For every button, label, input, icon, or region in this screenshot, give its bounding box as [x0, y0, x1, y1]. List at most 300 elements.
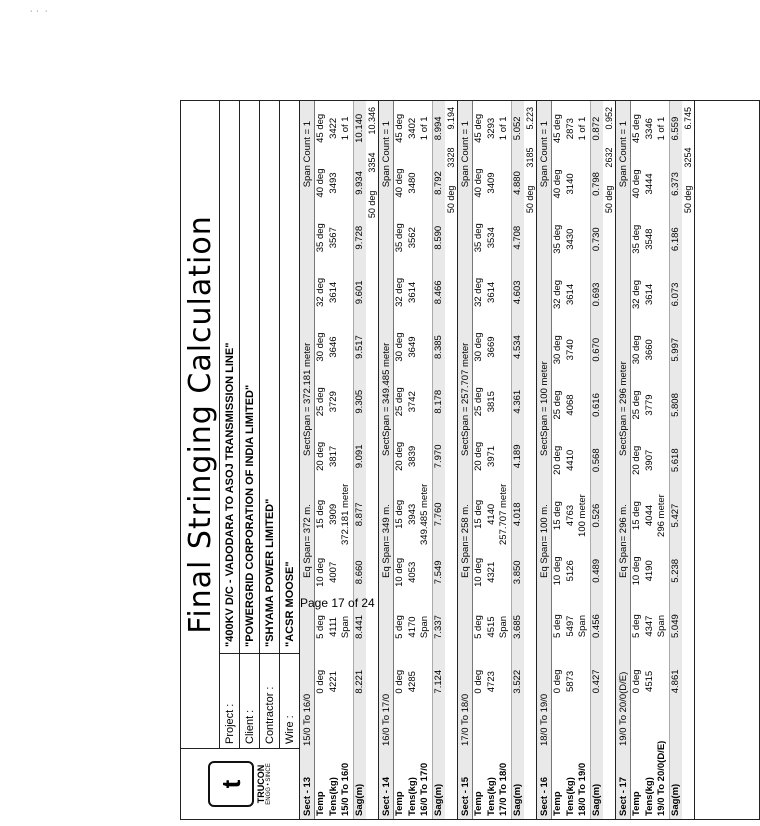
- info-value: "ACSR MOOSE": [283, 561, 296, 647]
- sag-cell: 5.049: [669, 598, 683, 653]
- sag-cell: 0.526: [590, 488, 604, 543]
- tension-row-label: Tens(kg): [327, 777, 339, 816]
- span-text: Span: [656, 615, 667, 638]
- section-range: 17/0 To 18/0: [459, 693, 471, 746]
- span-empty-cell: [656, 377, 669, 432]
- stringing-sheet: [180, 100, 760, 820]
- temp-cell: 25 deg: [315, 387, 326, 417]
- span-count: Span Count = 1: [617, 121, 629, 188]
- tension-cell: 4053: [406, 561, 418, 583]
- temp-row-label: Temp: [394, 791, 405, 816]
- temp-cell: 5 deg: [552, 614, 563, 638]
- last-temp-column: [366, 101, 378, 819]
- tension-cell: 4723: [485, 671, 497, 693]
- temp-cell: 25 deg: [473, 387, 484, 417]
- sag-cell: 8.385: [432, 320, 446, 375]
- tension-cell: 3346: [643, 118, 655, 140]
- sag-cell: 8.221: [353, 654, 367, 709]
- tension-cell: 5873: [564, 670, 576, 692]
- temp-cell: 45 deg: [394, 113, 405, 143]
- temp-cell: 15 deg: [473, 499, 484, 529]
- temp-cell: 35 deg: [315, 223, 326, 253]
- tension-cell: 3328: [446, 147, 456, 168]
- sag-cell: 0.693: [590, 267, 604, 322]
- temp-cell: 45 deg: [552, 114, 563, 144]
- info-label: Wire :: [280, 653, 299, 748]
- section-span: SectSpan = 372.181 meter: [301, 342, 313, 456]
- tension-cell: 3740: [564, 339, 576, 361]
- span-empty-cell: [419, 156, 432, 211]
- equivalent-span: Eq Span= 372 m.: [301, 504, 313, 578]
- last-temp-column: [445, 101, 457, 819]
- sag-cell: 5.808: [669, 377, 683, 432]
- tension-cell: 4044: [643, 504, 655, 527]
- temp-cell: 0 deg: [552, 669, 563, 694]
- info-value: "POWERGRID CORPORATION OF INDIA LIMITED": [243, 384, 256, 647]
- section-range: 16/0 To 17/0: [380, 693, 392, 746]
- logo-subtext: ENGG • SINCE: [266, 763, 272, 805]
- span-value: 349.485 meter: [419, 483, 430, 545]
- temp-cell: 0 deg: [631, 669, 642, 694]
- sag-cell: 7.124: [432, 654, 446, 709]
- temp-cell: 10 deg: [552, 556, 563, 586]
- temp-cell: 0 deg: [473, 669, 484, 694]
- temp-cell: 32 deg: [315, 277, 326, 307]
- sag-cell: 3.522: [511, 654, 525, 709]
- section-grid: [394, 101, 445, 819]
- tension-cell: 3907: [643, 449, 655, 471]
- logo-text: TRUCON: [256, 764, 266, 804]
- tension-cell: 4285: [406, 671, 418, 693]
- tension-cell: 3909: [327, 503, 339, 525]
- span-empty-cell: [577, 654, 590, 709]
- span-value: 296 meter: [656, 494, 667, 537]
- sag-cell: 9.601: [353, 265, 367, 320]
- section-id: Sect - 14: [380, 776, 392, 816]
- sag-cell: 4.861: [669, 654, 683, 709]
- sag-cell: 10.140: [353, 101, 367, 156]
- temp-cell: 50 deg: [446, 185, 456, 214]
- temp-cell: 0 deg: [394, 669, 405, 694]
- span-row-label: 16/0 To 17/0: [419, 762, 430, 816]
- tension-cell: 3534: [485, 227, 497, 249]
- temp-cell: 40 deg: [473, 168, 484, 198]
- temp-cell: 40 deg: [552, 169, 563, 199]
- span-empty-cell: [419, 545, 432, 600]
- section-span: SectSpan = 257.707 meter: [459, 342, 471, 456]
- sag-cell: 4.189: [511, 429, 525, 484]
- temp-row-label: Temp: [473, 791, 484, 816]
- tension-cell: 3669: [485, 336, 497, 358]
- tension-cell: 3430: [564, 228, 576, 250]
- span-empty-cell: [498, 545, 511, 600]
- section-grid: [552, 101, 603, 819]
- tension-cell: 3562: [406, 227, 418, 249]
- temp-cell: 15 deg: [315, 499, 326, 529]
- section-span: SectSpan = 296 meter: [617, 361, 629, 456]
- section-range: 15/0 To 16/0: [301, 693, 313, 746]
- trucon-logo-icon: t: [208, 761, 254, 807]
- sag-cell: 4.603: [511, 265, 525, 320]
- temp-cell: 30 deg: [473, 332, 484, 362]
- tension-cell: 4170: [406, 616, 418, 638]
- company-logo: [181, 748, 299, 819]
- span-empty-cell: [577, 377, 590, 432]
- span-text: Span: [419, 615, 430, 639]
- section-block: [458, 101, 537, 819]
- equivalent-span: Eq Span= 296 m.: [617, 504, 629, 578]
- span-empty-cell: [340, 429, 353, 484]
- tension-cell: 3409: [485, 172, 497, 194]
- span-empty-cell: [656, 212, 669, 267]
- span-empty-cell: [419, 320, 432, 375]
- sag-cell: 7.337: [432, 600, 446, 655]
- tension-cell: 3943: [406, 503, 418, 525]
- section-id: Sect - 17: [617, 776, 629, 816]
- span-count-small: 1 of 1: [498, 116, 509, 141]
- sag-cell: 6.186: [669, 212, 683, 267]
- span-empty-cell: [656, 433, 669, 488]
- tension-cell: 3254: [683, 147, 693, 168]
- tension-cell: 3817: [327, 445, 339, 467]
- tension-cell: 5497: [564, 615, 576, 637]
- section-range: 19/0 To 20/0(D/E): [617, 671, 629, 746]
- section-span: SectSpan = 100 meter: [538, 361, 550, 456]
- span-value: 372.181 meter: [340, 483, 351, 545]
- tension-cell: 5126: [564, 560, 576, 582]
- span-empty-cell: [498, 374, 511, 429]
- tension-cell: 3614: [643, 283, 655, 306]
- section-range: 18/0 To 19/0: [538, 693, 550, 746]
- tension-cell: 4515: [485, 616, 497, 638]
- tension-cell: 3402: [406, 117, 418, 139]
- equivalent-span: Eq Span= 258 m.: [459, 504, 471, 578]
- tension-cell: 3779: [643, 394, 655, 416]
- sag-cell: 8.994: [432, 101, 446, 156]
- info-row: [220, 101, 240, 748]
- sag-cell: 5.427: [669, 488, 683, 543]
- span-empty-cell: [656, 654, 669, 709]
- sag-cell: 6.373: [669, 156, 683, 211]
- temp-cell: 10 deg: [473, 557, 484, 587]
- tension-cell: 3354: [367, 152, 377, 173]
- sag-cell: 5.618: [669, 433, 683, 488]
- sag-cell: 9.934: [353, 156, 367, 211]
- temp-cell: 5 deg: [315, 615, 326, 639]
- span-count-small: 1 of 1: [577, 116, 588, 141]
- tension-cell: 3839: [406, 445, 418, 467]
- temp-cell: 45 deg: [315, 113, 326, 143]
- section-grid: [631, 101, 682, 819]
- section-header: [537, 101, 552, 819]
- sag-cell: 4.880: [511, 156, 525, 211]
- span-empty-cell: [340, 654, 353, 709]
- sag-cell: 9.091: [353, 429, 367, 484]
- tension-cell: 3185: [525, 147, 535, 168]
- document-title: Final Stringing Calculation: [181, 101, 220, 748]
- temp-cell: 35 deg: [394, 223, 405, 253]
- tension-cell: 3567: [327, 227, 339, 249]
- section-block: [616, 101, 695, 819]
- sag-cell: 3.850: [511, 545, 525, 600]
- span-empty-cell: [419, 374, 432, 429]
- tension-cell: 3548: [643, 228, 655, 250]
- info-value: "SHYAMA POWER LIMITED": [263, 498, 276, 647]
- span-count: Span Count = 1: [538, 121, 550, 188]
- tension-cell: 3660: [643, 339, 655, 361]
- section-id: Sect - 16: [538, 776, 550, 816]
- temp-cell: 20 deg: [552, 445, 563, 475]
- last-temp-column: [603, 101, 615, 819]
- tension-cell: 3614: [564, 283, 576, 306]
- sag-cell: 0.616: [590, 377, 604, 432]
- temp-row-label: Temp: [631, 791, 642, 816]
- sag-cell: 9.728: [353, 210, 367, 265]
- sag-cell: 8.441: [353, 600, 367, 655]
- span-row-label: 19/0 To 20/0(D/E): [656, 740, 667, 816]
- sag-cell: 9.517: [353, 320, 367, 375]
- span-empty-cell: [577, 543, 590, 598]
- temp-cell: 50 deg: [367, 190, 377, 219]
- temp-cell: 5 deg: [631, 614, 642, 638]
- sag-cell: 4.708: [511, 210, 525, 265]
- tension-cell: 4190: [643, 560, 655, 582]
- span-empty-cell: [577, 156, 590, 211]
- sag-row-label: Sag(m): [511, 709, 525, 819]
- span-empty-cell: [340, 320, 353, 375]
- span-count-small: 1 of 1: [419, 116, 430, 141]
- section-block: [537, 101, 616, 819]
- span-empty-cell: [419, 429, 432, 484]
- temp-cell: 40 deg: [631, 169, 642, 199]
- span-text: Span: [577, 615, 588, 638]
- temp-cell: 30 deg: [315, 332, 326, 362]
- sag-cell: 8.178: [432, 374, 446, 429]
- tension-row-label: Tens(kg): [406, 777, 418, 816]
- tension-cell: 3493: [327, 172, 339, 194]
- section-span: SectSpan = 349.485 meter: [380, 342, 392, 456]
- temp-cell: 45 deg: [631, 114, 642, 144]
- tension-cell: 4140: [485, 503, 497, 525]
- span-value: 257.707 meter: [498, 483, 509, 545]
- tension-row-label: Tens(kg): [643, 777, 655, 816]
- span-count-small: 1 of 1: [656, 116, 667, 141]
- tension-row-label: Tens(kg): [564, 777, 576, 816]
- span-empty-cell: [419, 210, 432, 265]
- sag-row-label: Sag(m): [590, 709, 604, 819]
- temp-cell: 25 deg: [631, 390, 642, 420]
- sag-cell: 6.745: [683, 107, 693, 130]
- tension-cell: 4410: [564, 449, 576, 471]
- span-empty-cell: [498, 265, 511, 320]
- temp-cell: 32 deg: [473, 277, 484, 307]
- span-count: Span Count = 1: [301, 121, 313, 188]
- span-empty-cell: [656, 322, 669, 377]
- span-empty-cell: [340, 374, 353, 429]
- span-empty-cell: [577, 212, 590, 267]
- sag-row-label: Sag(m): [669, 709, 683, 819]
- tension-cell: 3614: [485, 281, 497, 303]
- tension-cell: 3614: [406, 281, 418, 303]
- info-label: Contractor :: [260, 653, 279, 748]
- project-info: [220, 101, 299, 748]
- temp-cell: 45 deg: [473, 113, 484, 143]
- tension-cell: 4221: [327, 671, 339, 693]
- tension-cell: 3614: [327, 281, 339, 303]
- span-empty-cell: [340, 210, 353, 265]
- section-grid: [473, 101, 524, 819]
- temp-cell: 30 deg: [552, 335, 563, 365]
- sag-cell: 6.073: [669, 267, 683, 322]
- temp-cell: 20 deg: [394, 441, 405, 471]
- section-id: Sect - 15: [459, 776, 471, 816]
- section-header: [616, 101, 631, 819]
- temp-cell: 35 deg: [473, 223, 484, 253]
- temp-cell: 20 deg: [473, 441, 484, 471]
- tension-cell: 4111: [327, 617, 339, 637]
- info-value: "400KV D/C - VADODARA TO ASOJ TRANSMISSION LINE": [223, 342, 236, 647]
- sag-cell: 0.489: [590, 543, 604, 598]
- span-empty-cell: [656, 267, 669, 322]
- span-count: Span Count = 1: [380, 121, 392, 188]
- temp-cell: 0 deg: [315, 669, 326, 694]
- info-label: Project :: [220, 653, 239, 748]
- temp-cell: 40 deg: [315, 168, 326, 198]
- span-empty-cell: [419, 654, 432, 709]
- temp-cell: 15 deg: [552, 501, 563, 531]
- equivalent-span: Eq Span= 100 m.: [538, 504, 550, 578]
- temp-cell: 35 deg: [631, 224, 642, 254]
- temp-cell: 20 deg: [631, 445, 642, 475]
- span-empty-cell: [656, 543, 669, 598]
- sag-cell: 5.997: [669, 322, 683, 377]
- section-grid: [315, 101, 366, 819]
- sag-cell: 9.305: [353, 374, 367, 429]
- tension-cell: 3649: [406, 336, 418, 358]
- span-empty-cell: [656, 156, 669, 211]
- sag-row-label: Sag(m): [432, 709, 446, 819]
- info-row: [280, 101, 299, 748]
- temp-cell: 40 deg: [394, 168, 405, 198]
- sag-cell: 10.346: [367, 107, 377, 135]
- tension-cell: 3815: [485, 391, 497, 413]
- span-empty-cell: [577, 267, 590, 322]
- sag-cell: 0.952: [604, 107, 614, 130]
- temp-cell: 32 deg: [394, 277, 405, 307]
- sag-cell: 3.685: [511, 600, 525, 655]
- temp-cell: 50 deg: [604, 185, 614, 214]
- sag-cell: 0.456: [590, 598, 604, 653]
- sag-cell: 8.877: [353, 484, 367, 545]
- sag-cell: 6.559: [669, 101, 683, 156]
- sag-cell: 5.223: [525, 107, 535, 130]
- sections-container: [300, 101, 695, 819]
- tension-cell: 3293: [485, 117, 497, 139]
- sag-cell: 4.361: [511, 374, 525, 429]
- tension-cell: 4321: [485, 561, 497, 583]
- sag-cell: 5.238: [669, 543, 683, 598]
- temp-cell: 50 deg: [525, 185, 535, 214]
- sheet-header: [181, 101, 300, 819]
- tension-cell: 4515: [643, 670, 655, 692]
- section-block: [300, 101, 379, 819]
- span-count: Span Count = 1: [459, 121, 471, 188]
- temp-cell: 32 deg: [631, 279, 642, 309]
- tension-cell: 3422: [327, 117, 339, 139]
- header-main: [181, 101, 299, 748]
- tension-cell: 4007: [327, 561, 339, 583]
- span-text: Span: [340, 615, 351, 639]
- sag-cell: 0.798: [590, 156, 604, 211]
- sag-cell: 0.568: [590, 433, 604, 488]
- info-row: [240, 101, 260, 748]
- temp-cell: 5 deg: [394, 615, 405, 639]
- tension-cell: 3480: [406, 172, 418, 194]
- span-empty-cell: [498, 320, 511, 375]
- temp-cell: 20 deg: [315, 441, 326, 471]
- info-label: Client :: [240, 653, 259, 748]
- span-row-label: 17/0 To 18/0: [498, 762, 509, 816]
- span-empty-cell: [498, 210, 511, 265]
- temp-cell: 10 deg: [394, 557, 405, 587]
- info-row: [260, 101, 280, 748]
- span-empty-cell: [577, 322, 590, 377]
- temp-cell: 30 deg: [631, 335, 642, 365]
- sag-cell: 0.872: [590, 101, 604, 156]
- section-header: [300, 101, 315, 819]
- temp-row-label: Temp: [315, 791, 326, 816]
- span-empty-cell: [498, 429, 511, 484]
- sag-cell: 0.730: [590, 212, 604, 267]
- span-empty-cell: [340, 156, 353, 211]
- temp-cell: 30 deg: [394, 332, 405, 362]
- sag-cell: 8.590: [432, 210, 446, 265]
- tension-cell: 4347: [643, 615, 655, 637]
- span-row-label: 18/0 To 19/0: [577, 762, 588, 816]
- span-empty-cell: [498, 156, 511, 211]
- temp-cell: 50 deg: [683, 185, 693, 214]
- sag-cell: 0.670: [590, 322, 604, 377]
- span-empty-cell: [419, 265, 432, 320]
- temp-row-label: Temp: [552, 791, 563, 816]
- tension-cell: 3742: [406, 391, 418, 413]
- span-value: 100 meter: [577, 494, 588, 537]
- equivalent-span: Eq Span= 349 m.: [380, 504, 392, 578]
- tension-cell: 4068: [564, 394, 576, 416]
- section-header: [379, 101, 394, 819]
- sag-cell: 8.792: [432, 156, 446, 211]
- temp-cell: 10 deg: [315, 557, 326, 587]
- sag-cell: 9.194: [446, 107, 456, 130]
- temp-cell: 32 deg: [552, 279, 563, 309]
- sag-cell: 8.466: [432, 265, 446, 320]
- temp-cell: 15 deg: [631, 501, 642, 531]
- scan-speckles: ˙ ˙ ˙: [30, 10, 49, 21]
- section-header: [458, 101, 473, 819]
- sag-cell: 4.018: [511, 484, 525, 545]
- span-row-label: 15/0 To 16/0: [340, 762, 351, 816]
- temp-cell: 25 deg: [552, 390, 563, 420]
- tension-cell: 3971: [485, 445, 497, 467]
- tension-row-label: Tens(kg): [485, 777, 497, 816]
- section-block: [379, 101, 458, 819]
- temp-cell: 35 deg: [552, 224, 563, 254]
- span-empty-cell: [577, 433, 590, 488]
- span-empty-cell: [340, 545, 353, 600]
- last-temp-column: [524, 101, 536, 819]
- span-text: Span: [498, 615, 509, 639]
- temp-cell: 15 deg: [394, 499, 405, 529]
